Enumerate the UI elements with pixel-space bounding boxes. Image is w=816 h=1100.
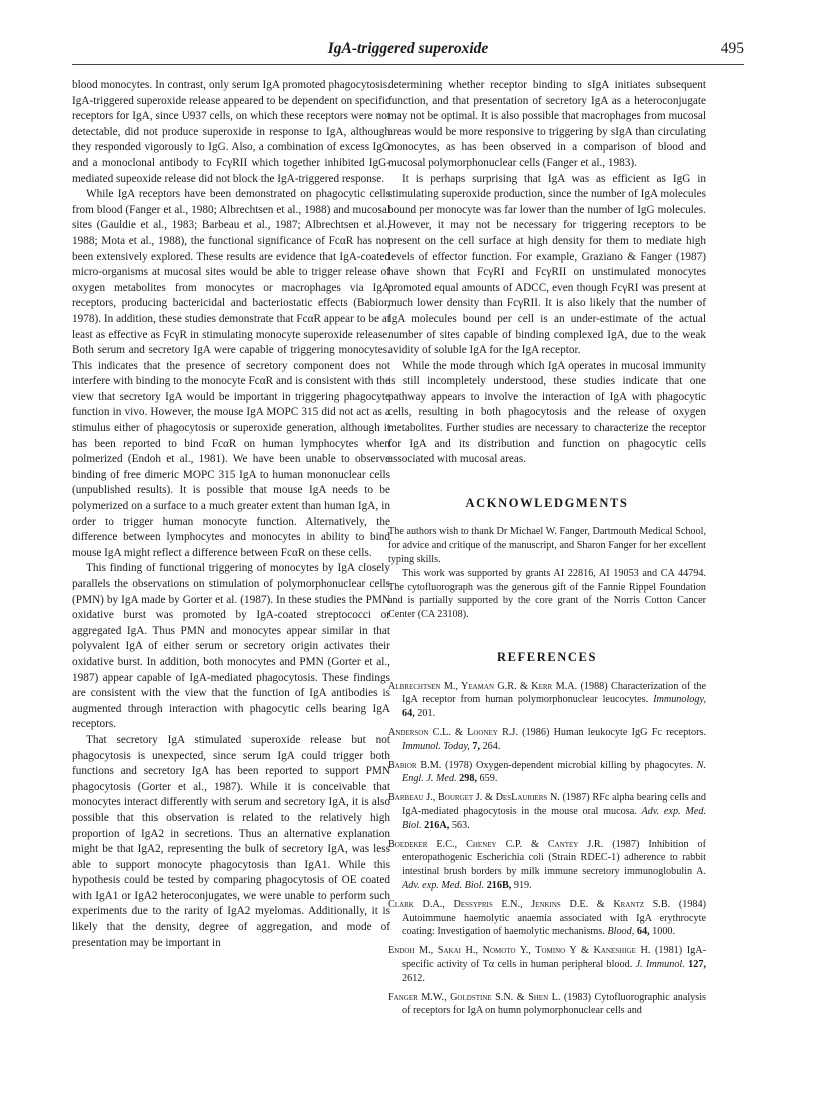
reference-item (388, 791, 706, 832)
reference-authors: Barbeau J., Bourget J. & DesLauriers N. (388, 792, 560, 804)
body-paragraph: While IgA receptors have been demonstrated on phagocytic cells from blood (Fanger et al., 1980; Albrechtsen et al., 1988) and mucosal sites (Gauldie et al., 1983; Barbeau et al., 1987; Albrechtsen et al., 1988; Mota et al., 1988), the functional significance of FcαR has not been extensively explored. These results are evidence that IgA-coated micro-organisms at mucosal sites would be able to trigger release of oxygen metabolites from monocytes or macrophages via IgA receptors, producing bactericidal and bacteriostatic effects (Babior, 1978). In addition, these studies demonstrate that FcαR appear to be at least as effective as FcγR in stimulating monocyte superoxide release. Both serum and secretory IgA were capable of triggering monocytes. This indicates that the presence of secretory component does not interfere with binding to the monocyte FcαR and is consistent with the view that secretory IgA would be important in triggering phagocyte function in vivo. However, the mouse IgA MOPC 315 did not act as a stimulus either of phagocytosis or superoxide generation, although it has been reported to bind FcαR on human lymphocytes when polmerized (Endoh et al., 1981). We have been unable to observe binding of free dimeric MOPC 315 IgA to human mononuclear cells (unpublished results). It is possible that mouse IgA needs to be polymerized on a surface to a much greater extent than human IgA, in order to trigger human monocyte function. Alternatively, the difference between lymphocytes and monocytes in ability to bind mouse IgA might reflect a difference between FcαR on these cells. (72, 188, 390, 559)
reference-year: (1984) (678, 898, 706, 910)
reference-item (388, 898, 706, 939)
reference-authors: Boedeker E.C., Cheney C.P. & Cantey J.R. (388, 838, 604, 850)
references-list (388, 680, 706, 1019)
reference-item (388, 991, 706, 1019)
reference-journal: Adv. exp. Med. Biol. (402, 805, 706, 831)
page-number: 495 (720, 40, 744, 57)
reference-title: RFc alpha bearing cells and IgA-mediated phagocytosis in the mouse oral mucosa. (402, 792, 706, 817)
page-header (72, 40, 744, 65)
body-paragraph: blood monocytes. In contrast, only serum IgA promoted phagocytosis. IgA-triggered superoxide release appeared to be dependent on specific receptors for IgA, since U937 cells, on which these receptors were not detectable, did not produce superoxide in response to IgA, although they responded vigorously to IgG. Also, a combination of excess IgG and a monoclonal antibody to FcγRII which together inhibited IgG-mediated supeoxide release did not block the IgA-triggered response. (72, 79, 390, 185)
reference-authors: Endoh M., Sakai H., Nomoto Y., Tomino Y & Kaneshige H. (388, 945, 651, 957)
body-paragraph: determining whether receptor binding to sIgA initiates subsequent function, and that presentation of secretory IgA as a heteroconjugate may not be optimal. It is also possible that macrophages from mucosal areas would be more responsive to triggering by sIgA than circulating monocytes, as has been observed in a comparison of blood and mucosal polymorphonuclear cells (Fanger et al., 1983). (388, 79, 706, 169)
reference-authors: Fanger M.W., Goldstine S.N. & Shen L. (388, 991, 561, 1003)
acknowledgments-heading: ACKNOWLEDGMENTS (465, 495, 629, 510)
reference-title: IgA-specific activity of Tα cells in human peripheral blood. (402, 945, 707, 970)
acknowledgments-section (388, 525, 706, 622)
reference-year: (1987) (612, 838, 640, 850)
reference-title: Characterization of the IgA receptor from human polymorphonuclear leucocytes. (402, 680, 707, 706)
reference-journal: Immunol. Today, (402, 740, 470, 752)
reference-volume: 127, (688, 958, 706, 970)
reference-volume: 216A, (424, 819, 450, 831)
reference-year: (1983) (563, 991, 592, 1003)
body-paragraph: That secretory IgA stimulated superoxide release but not phagocytosis is unexpected, since serum IgA could trigger both functions and secretory IgA has been reported to support PMN phagocytosis (Gorter et al., 1987). While it is conceivable that monocytes interact differently with serum and secretory IgA, it is also possible that this observation is related to the relatively high proportion of IgA2 in secretions. Thus an alternative explanation might be that IgA2, representing the bulk of secretory IgA, was less able to support monocyte phagocytosis than IgA1. While this hypothesis could be tested by comparing phagocytosis of OE coated with IgA1 or IgA2 heteroconjugates, we were unable to perform such experiments due to the rarity of IgA2 myelomas. Additionally, it is likely that the density, degree of aggregation, and mode of presentation may be important in (72, 733, 390, 949)
reference-journal: Blood, (607, 926, 635, 938)
body-paragraph: It is perhaps surprising that IgA was as efficient as IgG in stimulating superoxide production, since the number of IgA molecules bound per monocyte was far lower than the number of IgG molecules. However, it may not be necessary for triggering receptors to be present on the cell surface at high density for them to mediate high levels of effector function. For example, Graziano & Fanger (1987) have shown that FcγRI and FcγRII on unstimulated monocytes promoted equal amounts of ADCC, even though FcγRI was present at much lower density than FcγRII. It is also likely that the number of IgA molecules bound per cell is an under-estimate of the actual number of sites capable of binding complexed IgA, due to the weak avidity of soluble IgA for the IgA receptor. (388, 172, 706, 357)
reference-title: Inhibition of enteropathogenic Escherichia coli (Strain RDEC-1) adherence to rabbit intestinal brush borders by milk immune secretory immunoglobulin A. (402, 838, 707, 878)
reference-journal: N. Engl. J. Med. (402, 759, 707, 785)
reference-authors: Anderson C.L. & Looney R.J. (388, 727, 518, 738)
body-paragraph: While the mode through which IgA operates in mucosal immunity is still incompletely understood, these studies indicate that one pathway appears to involve the interaction of IgA with phagocytic cells, resulting in both phagocytosis and the release of oxygen metabolites. Further studies are necessary to characterize the receptor for IgA and its distribution and function on phagocytic cells associated with mucosal areas. (388, 359, 706, 466)
reference-volume: 7, (472, 740, 481, 752)
acknowledgment-paragraph: The authors wish to thank Dr Michael W. Fanger, Dartmouth Medical School, for advice and critique of the manuscript, and Sharon Fanger for her excellent typing skills. (388, 526, 706, 566)
reference-pages: 1000. (652, 926, 676, 938)
body-paragraph: This finding of functional triggering of monocytes by IgA closely parallels the observations on stimulation of polymorphonuclear cells (PMN) by IgA made by Gorter et al. (1987). In these studies the PMN oxidative burst was promoted by IgA-coated streptococci or aggregated IgA. Thus PMN and monocytes appear similar in that polyvalent IgA of either serum or secretory origin activates their oxidative burst. In addition, both monocytes and PMN (Gorter et al., 1987) appear capable of IgA-mediated phagocytosis. These findings are consistent with the view that the function of IgA antibodies is augmented through interaction with phagocytic cells bearing IgA receptors. (72, 562, 390, 731)
reference-pages: 264. (482, 740, 501, 752)
reference-volume: 64, (636, 926, 650, 938)
reference-pages: 659. (479, 773, 498, 785)
reference-year: (1981) (655, 945, 683, 957)
reference-year: (1988) (580, 680, 608, 692)
reference-journal: J. Immunol. (635, 958, 685, 970)
reference-year: (1987) (562, 792, 590, 804)
references-heading: REFERENCES (496, 650, 598, 665)
reference-authors: Clark D.A., Dessypris E.N., Jenkins D.E. & Krantz S.B. (388, 898, 671, 910)
reference-pages: 919. (513, 879, 532, 891)
reference-title: Cytofluorographic analysis of receptors for IgA on humn polymorphonuclear cells and (402, 991, 707, 1017)
reference-journal: Immunology, (653, 694, 707, 706)
right-column (388, 78, 706, 1023)
reference-item (388, 759, 706, 787)
reference-journal: Adv. exp. Med. Biol. (402, 879, 485, 891)
reference-title: Oxygen-dependent microbial killing by phagocytes. (476, 759, 693, 771)
reference-pages: 563. (451, 819, 470, 831)
reference-volume: 216B, (486, 879, 512, 891)
reference-title: Autoimmune haemolytic anaemia associated with IgA erythrocyte coating: Investigation of haemolytic mechanisms. (402, 912, 706, 938)
reference-authors: Babior B.M. (388, 759, 442, 771)
reference-item (388, 726, 706, 754)
reference-item (388, 838, 706, 893)
reference-title: Human leukocyte IgG Fc receptors. (553, 727, 706, 738)
reference-item (388, 680, 706, 721)
reference-year: (1978) (445, 759, 473, 771)
acknowledgment-paragraph: This work was supported by grants AI 22816, AI 19053 and CA 44794. The cytofluorograph was the generous gift of the Fannie Rippel Foundation and is partially supported by the core grant of the Norris Cotton Cancer Center (CA 23108). (388, 567, 706, 621)
reference-pages: 201. (417, 708, 436, 720)
reference-authors: Albrechtsen M., Yeaman G.R. & Kerr M.A. (388, 680, 578, 692)
left-column (72, 78, 390, 951)
reference-volume: 64, (402, 708, 415, 720)
running-title: IgA-triggered superoxide (327, 40, 489, 57)
reference-pages: 2612. (402, 972, 425, 984)
reference-year: (1986) (522, 727, 550, 738)
reference-volume: 298, (459, 773, 477, 785)
reference-item (388, 944, 706, 985)
